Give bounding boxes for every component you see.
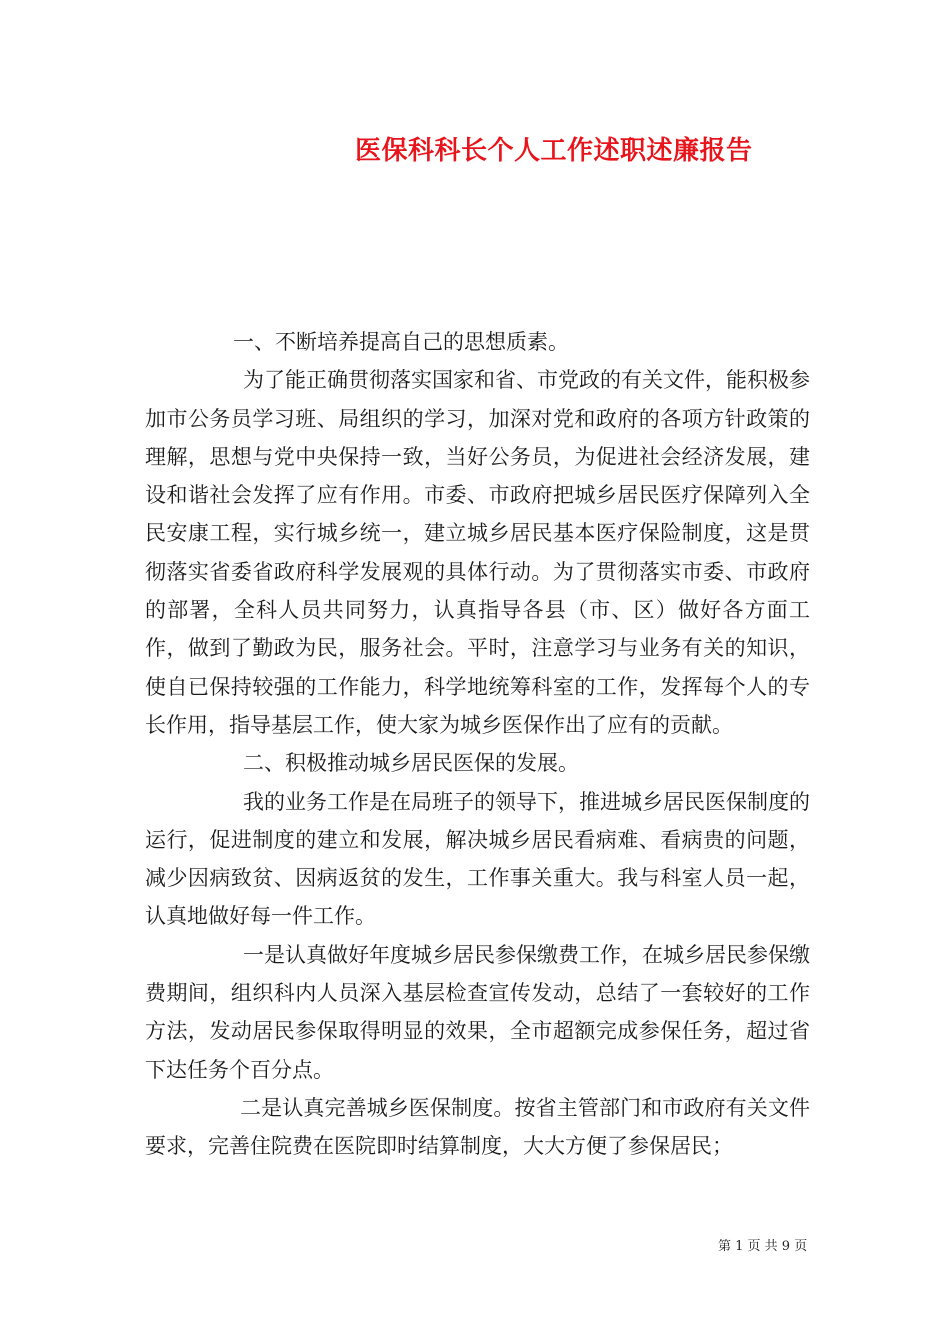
body-paragraph-3: 一是认真做好年度城乡居民参保缴费工作，在城乡居民参保缴费期间，组织科内人员深入基层检查宣传发动，总结了一套较好的工作方法，发动居民参保取得明显的效果，全市超额完成参保任务，超过省下达任务个百分点。 <box>145 942 810 1082</box>
section-heading-2: 二、积极推动城乡居民医保的发展。 <box>243 751 579 776</box>
body-paragraph-2: 我的业务工作是在局班子的领导下，推进城乡居民医保制度的运行，促进制度的建立和发展，解决城乡居民看病难、看病贵的问题，减少因病致贫、因病返贫的发生，工作事关重大。我与科室人员一起，认真地做好每一件工作。 <box>145 789 810 929</box>
section-heading-1: 一、不断培养提高自己的思想质素。 <box>233 330 569 354</box>
page-number-footer: 第 1 页 共 9 页 <box>718 1239 808 1254</box>
document-body <box>145 323 810 1166</box>
body-paragraph-1: 为了能正确贯彻落实国家和省、市党政的有关文件，能积极参加市公务员学习班、局组织的学习，加深对党和政府的各项方针政策的理解，思想与党中央保持一致，当好公务员，为促进社会经济发展，建设和谐社会发挥了应有作用。市委、市政府把城乡居民医疗保障列入全民安康工程，实行城乡统一，建立城乡居民基本医疗保险制度，这是贯彻落实省委省政府科学发展观的具体行动。为了贯彻落实市委、市政府的部署，全科人员共同努力，认真指导各县（市、区）做好各方面工作，做到了勤政为民，服务社会。平时，注意学习与业务有关的知识，使自已保持较强的工作能力，科学地统筹科室的工作，发挥每个人的专长作用，指导基层工作，使大家为城乡医保作出了应有的贡献。 <box>145 368 810 737</box>
document-title: 医保科科长个人工作述职述廉报告 <box>355 136 753 166</box>
body-paragraph-4: 二是认真完善城乡医保制度。按省主管部门和市政府有关文件要求，完善住院费在医院即时结算制度，大大方便了参保居民； <box>145 1095 810 1159</box>
